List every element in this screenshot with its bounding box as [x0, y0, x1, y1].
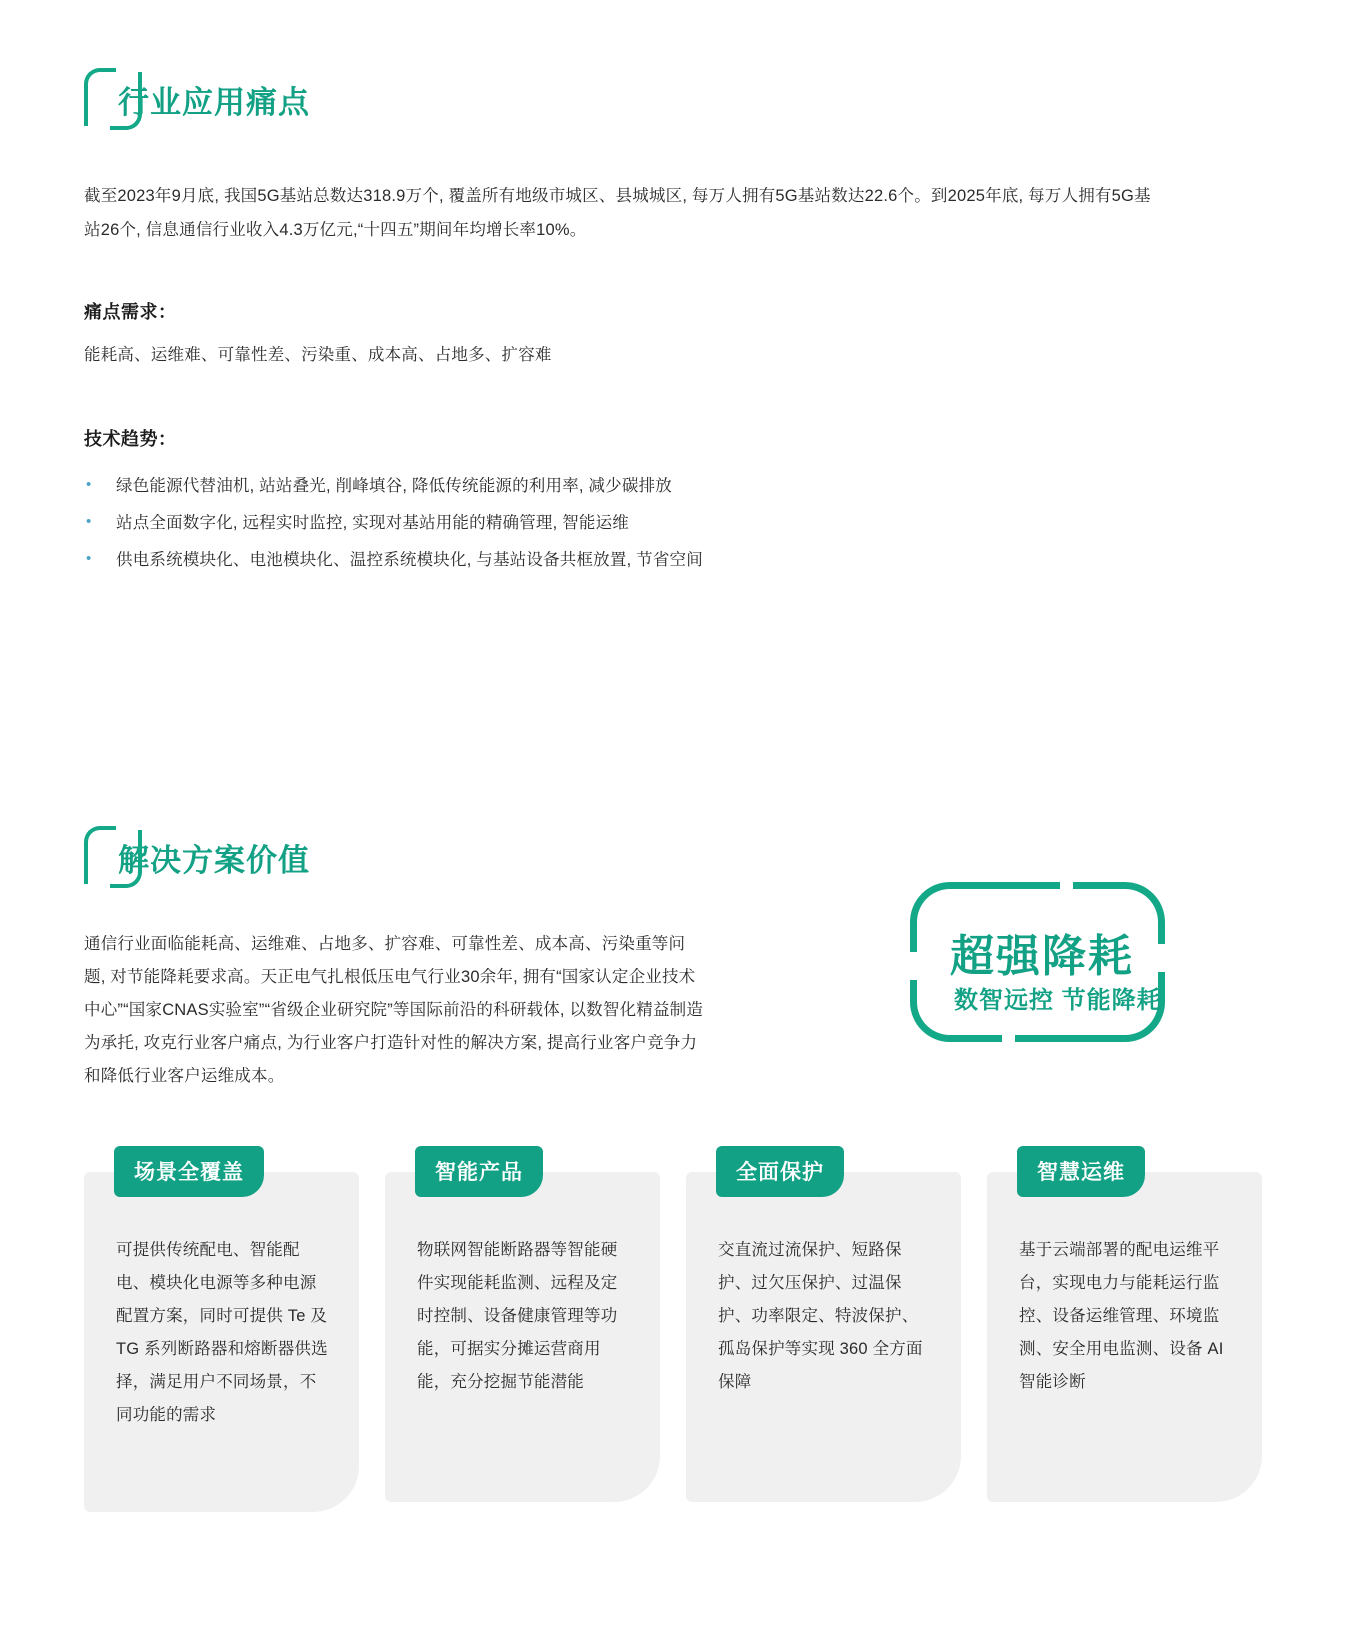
feature-card	[84, 1161, 359, 1512]
feature-card	[987, 1161, 1262, 1512]
bullet-dot-icon: •	[86, 513, 92, 531]
badge-subline: 数智远控 节能降耗	[954, 987, 1162, 1014]
status-badge: 智慧运维	[1017, 1146, 1145, 1197]
badge-headline: 超强降耗	[950, 932, 1134, 981]
feature-card-body	[686, 1172, 961, 1502]
status-badge: 智能产品	[415, 1146, 543, 1197]
section-heading-solution-value	[84, 826, 310, 888]
feature-card-text: 可提供传统配电、智能配电、模块化电源等多种电源配置方案，同时可提供 Te 及 TG 系列断路器和熔断器供选择，满足用户不同场景，不同功能的需求	[116, 1241, 328, 1424]
feature-card-body	[987, 1172, 1262, 1502]
list-item	[84, 542, 1084, 579]
bullet-dot-icon: •	[86, 550, 92, 568]
list-item-label: 绿色能源代替油机, 站站叠光, 削峰填谷, 降低传统能源的利用率, 减少碳排放	[116, 477, 672, 495]
solution-value-paragraph: 通信行业面临能耗高、运维难、占地多、扩容难、可靠性差、成本高、污染重等问题, 对节能降耗要求高。天正电气扎根低压电气行业30余年, 拥有“国家认定企业技术中心”“国家CNAS实验室”“省级企业研究院”等国际前沿的科研载体, 以数智化精益制造为承托, 攻克行业客户痛点, 为行业客户打造针对性的解决方案, 提高行业客户竞争力和降低行业客户运维成本。	[84, 935, 704, 1085]
tech-trend-list	[84, 468, 1084, 579]
section-title: 解决方案价值	[118, 842, 310, 878]
list-item	[84, 505, 1084, 542]
feature-card-text: 物联网智能断路器等智能硬件实现能耗监测、远程及定时控制、设备健康管理等功能，可据实分摊运营商用能，充分挖掘节能潜能	[417, 1241, 618, 1391]
pain-need-text: 能耗高、运维难、可靠性差、污染重、成本高、占地多、扩容难	[84, 346, 552, 364]
list-item-label: 站点全面数字化, 远程实时监控, 实现对基站用能的精确管理, 智能运维	[116, 514, 630, 533]
feature-card-list	[84, 1161, 1269, 1512]
bullet-dot-icon: •	[86, 476, 92, 493]
highlight-badge	[910, 882, 1165, 1042]
feature-card	[385, 1161, 660, 1512]
status-badge: 全面保护	[716, 1146, 844, 1197]
section-heading-pain-points	[84, 68, 310, 130]
pain-need-heading: 痛点需求：	[84, 302, 177, 322]
feature-card-body	[385, 1172, 660, 1502]
feature-card-body	[84, 1172, 359, 1512]
tech-trend-heading: 技术趋势：	[84, 429, 177, 449]
bracket-decoration-icon	[84, 68, 142, 130]
list-item-label: 供电系统模块化、电池模块化、温控系统模块化, 与基站设备共框放置, 节省空间	[116, 551, 703, 570]
feature-card	[686, 1161, 961, 1512]
bracket-decoration-icon	[84, 826, 142, 888]
page-title: 行业应用痛点	[118, 84, 310, 120]
feature-card-text: 基于云端部署的配电运维平台，实现电力与能耗运行监控、设备运维管理、环境监测、安全用电监测、设备 AI 智能诊断	[1019, 1241, 1224, 1391]
feature-card-text: 交直流过流保护、短路保护、过欠压保护、过温保护、功率限定、特波保护、孤岛保护等实现 360 全方面保障	[718, 1241, 923, 1391]
list-item	[84, 468, 1084, 505]
status-badge: 场景全覆盖	[114, 1146, 264, 1197]
intro-paragraph: 截至2023年9月底, 我国5G基站总数达318.9万个, 覆盖所有地级市城区、县城城区, 每万人拥有5G基站数达22.6个。到2025年底, 每万人拥有5G基站26个, 信息通信行业收入4.3万亿元,“十四五”期间年均增长率10%。	[84, 187, 1151, 239]
